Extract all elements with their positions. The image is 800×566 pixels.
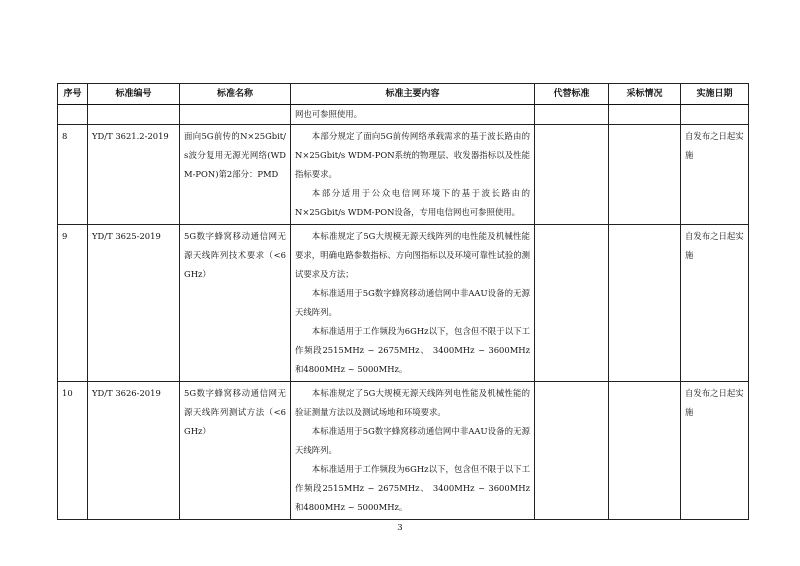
cell-num: 8 <box>58 125 88 225</box>
cell-replace <box>535 225 609 382</box>
cell-adopt <box>609 105 681 125</box>
cell-code: YD/T 3625-2019 <box>88 225 180 382</box>
header-content: 标准主要内容 <box>291 84 535 105</box>
cell-content <box>291 382 535 520</box>
page-number: 3 <box>397 523 403 533</box>
cell-num: 10 <box>58 382 88 520</box>
cell-adopt <box>609 382 681 520</box>
header-row <box>58 84 749 105</box>
cell-code <box>88 105 180 125</box>
standards-table <box>57 83 749 520</box>
continuation-row <box>58 105 749 125</box>
table-row <box>58 382 749 520</box>
cell-name: 面向5G前传的N×25Gbit/s波分复用无源光网络(WDM-PON)第2部分：PMD <box>180 125 291 225</box>
header-num: 序号 <box>58 84 88 105</box>
content-paragraph: 本标准规定了5G大规模无源天线阵列的电性能及机械性能要求，明确电路参数指标、方向图指标以及环境可靠性试验的测试要求及方法； <box>295 231 530 279</box>
content-paragraph: 本标准适用于工作频段为6GHz以下，包含但不限于以下工作频段2515MHz ~ 2675MHz、 3400MHz ~ 3600MHz和4800MHz ~ 5000MHz。 <box>295 326 530 374</box>
cell-content <box>291 225 535 382</box>
content-paragraph: 本标准适用于5G数字蜂窝移动通信网中非AAU设备的无源天线阵列。 <box>295 288 530 317</box>
cell-replace <box>535 125 609 225</box>
cell-date <box>681 105 749 125</box>
cell-date: 自发布之日起实施 <box>681 225 749 382</box>
cell-num: 9 <box>58 225 88 382</box>
content-paragraph: 网也可参照使用。 <box>295 109 362 119</box>
cell-date: 自发布之日起实施 <box>681 382 749 520</box>
cell-num <box>58 105 88 125</box>
cell-name <box>180 105 291 125</box>
content-paragraph: 本部分规定了面向5G前传网络承载需求的基于波长路由的N×25Gbit/s WDM-PON系统的物理层、收发器指标以及性能指标要求。 <box>295 131 530 179</box>
header-date: 实施日期 <box>681 84 749 105</box>
content-paragraph: 本标准适用于5G数字蜂窝移动通信网中非AAU设备的无源天线阵列。 <box>295 426 530 455</box>
table-row <box>58 225 749 382</box>
cell-adopt <box>609 225 681 382</box>
header-name: 标准名称 <box>180 84 291 105</box>
header-adopt: 采标情况 <box>609 84 681 105</box>
cell-name: 5G数字蜂窝移动通信网无源天线阵列测试方法（<6GHz） <box>180 382 291 520</box>
header-code: 标准编号 <box>88 84 180 105</box>
cell-replace <box>535 382 609 520</box>
cell-replace <box>535 105 609 125</box>
cell-adopt <box>609 125 681 225</box>
cell-content <box>291 105 535 125</box>
cell-name: 5G数字蜂窝移动通信网无源天线阵列技术要求（<6GHz） <box>180 225 291 382</box>
cell-content <box>291 125 535 225</box>
content-paragraph: 本部分适用于公众电信网环境下的基于波长路由的N×25Gbit/s WDM-PON设备，专用电信网也可参照使用。 <box>295 188 530 217</box>
table-row <box>58 125 749 225</box>
content-paragraph: 本标准规定了5G大规模无源天线阵列电性能及机械性能的验证测量方法以及测试场地和环境要求。 <box>295 388 530 417</box>
cell-date: 自发布之日起实施 <box>681 125 749 225</box>
header-replace: 代替标准 <box>535 84 609 105</box>
cell-code: YD/T 3621.2-2019 <box>88 125 180 225</box>
content-paragraph: 本标准适用于工作频段为6GHz以下，包含但不限于以下工作频段2515MHz ~ 2675MHz、 3400MHz ~ 3600MHz和4800MHz ~ 5000MHz。 <box>295 464 530 512</box>
cell-code: YD/T 3626-2019 <box>88 382 180 520</box>
